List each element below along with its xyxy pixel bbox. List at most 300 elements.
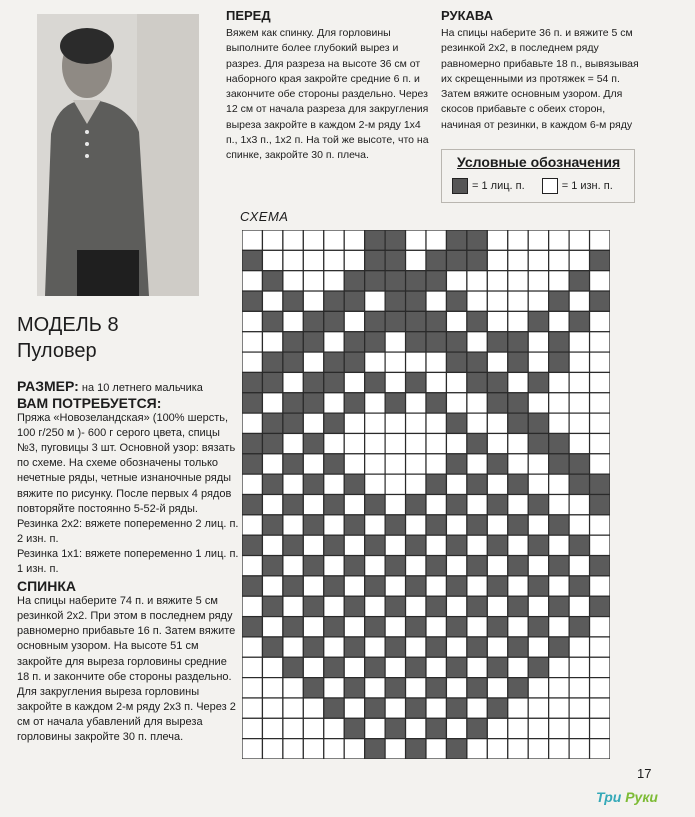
chart-cell <box>569 515 589 535</box>
chart-cell <box>406 372 426 392</box>
chart-cell <box>406 576 426 596</box>
chart-cell <box>508 352 528 372</box>
chart-cell <box>324 433 344 453</box>
chart-cell <box>303 372 323 392</box>
front-text: Вяжем как спинку. Для горловины выполните более глубокий вырез и разрез. Для разреза на высоте 36 см от наборного края закройте средние 6 п. и закончите обе стороны раздельно. Через 12 см от начала разреза для закругления выреза закройте в каждом 2-м ряду 1х4 п., 1х3 п., 1х2 п. На той же высоте, что на спинке, закройте 30 п. плеча. <box>226 27 429 162</box>
chart-cell <box>569 352 589 372</box>
chart-cell <box>303 657 323 677</box>
chart-cell <box>262 556 282 576</box>
chart-cell <box>487 698 507 718</box>
chart-cell <box>528 678 548 698</box>
chart-cell <box>242 413 262 433</box>
chart-cell <box>528 433 548 453</box>
chart-cell <box>549 474 569 494</box>
chart-cell <box>385 739 405 759</box>
chart-cell <box>467 413 487 433</box>
chart-cell <box>528 637 548 657</box>
chart-cell <box>426 393 446 413</box>
chart-cell <box>446 495 466 515</box>
chart-cell <box>549 596 569 616</box>
chart-cell <box>528 454 548 474</box>
chart-cell <box>324 515 344 535</box>
chart-cell <box>283 271 303 291</box>
chart-cell <box>385 271 405 291</box>
chart-cell <box>528 291 548 311</box>
chart-cell <box>487 230 507 250</box>
chart-cell <box>406 271 426 291</box>
chart-cell <box>385 474 405 494</box>
chart-cell <box>426 230 446 250</box>
chart-cell <box>569 311 589 331</box>
chart-cell <box>590 718 610 738</box>
chart-cell <box>344 454 364 474</box>
chart-cell <box>365 556 385 576</box>
chart-cell <box>426 739 446 759</box>
chart-cell <box>528 698 548 718</box>
chart-cell <box>324 596 344 616</box>
chart-cell <box>467 718 487 738</box>
chart-cell <box>385 352 405 372</box>
chart-cell <box>283 515 303 535</box>
chart-cell <box>467 454 487 474</box>
page-number: 17 <box>637 766 652 781</box>
chart-cell <box>242 433 262 453</box>
chart-cell <box>549 413 569 433</box>
chart-cell <box>385 291 405 311</box>
chart-cell <box>365 535 385 555</box>
chart-cell <box>446 556 466 576</box>
chart-cell <box>446 576 466 596</box>
chart-cell <box>528 657 548 677</box>
chart-cell <box>569 495 589 515</box>
chart-cell <box>283 556 303 576</box>
chart-cell <box>324 637 344 657</box>
chart-cell <box>283 596 303 616</box>
chart-cell <box>324 739 344 759</box>
chart-cell <box>508 474 528 494</box>
chart-cell <box>283 352 303 372</box>
chart-cell <box>549 372 569 392</box>
chart-cell <box>569 433 589 453</box>
chart-cell <box>569 617 589 637</box>
chart-cell <box>467 250 487 270</box>
chart-cell <box>549 657 569 677</box>
chart-cell <box>590 311 610 331</box>
chart-cell <box>303 291 323 311</box>
chart-cell <box>467 311 487 331</box>
chart-cell <box>242 739 262 759</box>
chart-cell <box>487 372 507 392</box>
chart-cell <box>262 433 282 453</box>
chart-cell <box>385 433 405 453</box>
chart-cell <box>283 678 303 698</box>
chart-cell <box>590 271 610 291</box>
chart-cell <box>365 291 385 311</box>
chart-cell <box>406 556 426 576</box>
chart-cell <box>426 596 446 616</box>
chart-cell <box>508 311 528 331</box>
chart-cell <box>528 535 548 555</box>
chart-cell <box>242 393 262 413</box>
chart-cell <box>508 433 528 453</box>
chart-cell <box>283 291 303 311</box>
chart-cell <box>446 311 466 331</box>
legend-row <box>452 178 613 194</box>
chart-cell <box>262 474 282 494</box>
chart-cell <box>324 617 344 637</box>
chart-cell <box>487 433 507 453</box>
chart-cell <box>590 596 610 616</box>
chart-cell <box>487 413 507 433</box>
legend-box <box>441 149 635 203</box>
chart-cell <box>262 495 282 515</box>
chart-cell <box>303 413 323 433</box>
chart-cell <box>467 739 487 759</box>
chart-cell <box>528 332 548 352</box>
chart-cell <box>508 698 528 718</box>
chart-cell <box>303 718 323 738</box>
chart-cell <box>590 495 610 515</box>
chart-cell <box>467 433 487 453</box>
chart-cell <box>262 393 282 413</box>
chart-cell <box>426 718 446 738</box>
chart-cell <box>365 311 385 331</box>
chart-cell <box>549 535 569 555</box>
chart-cell <box>385 413 405 433</box>
chart-cell <box>262 352 282 372</box>
chart-cell <box>590 454 610 474</box>
chart-cell <box>590 352 610 372</box>
chart-cell <box>508 393 528 413</box>
front-section <box>226 8 432 164</box>
chart-cell <box>467 535 487 555</box>
chart-cell <box>365 271 385 291</box>
chart-cell <box>365 352 385 372</box>
model-title: МОДЕЛЬ 8 <box>17 314 119 336</box>
chart-cell <box>365 576 385 596</box>
chart-cell <box>446 535 466 555</box>
chart-cell <box>365 739 385 759</box>
chart-cell <box>467 495 487 515</box>
chart-cell <box>406 230 426 250</box>
chart-cell <box>487 352 507 372</box>
chart-cell <box>303 678 323 698</box>
chart-cell <box>344 637 364 657</box>
chart-cell <box>385 556 405 576</box>
chart-cell <box>467 637 487 657</box>
chart-cell <box>569 250 589 270</box>
chart-cell <box>528 311 548 331</box>
chart-cell <box>365 495 385 515</box>
chart-cell <box>283 332 303 352</box>
chart-cell <box>344 698 364 718</box>
chart-cell <box>324 454 344 474</box>
chart-cell <box>508 332 528 352</box>
chart-cell <box>385 698 405 718</box>
chart-cell <box>487 718 507 738</box>
sleeves-text: На спицы наберите 36 п. и вяжите 5 см резинкой 2х2, в последнем ряду равномерно прибавьте 18 п., вывязывая их скрещенными из протяжек = 54 п. Затем вяжите основным узором. Для скосов прибавьте с обеих сторон, начиная от резинки, в каждом 6-м ряду <box>441 27 639 131</box>
chart-cell <box>487 454 507 474</box>
chart-cell <box>385 454 405 474</box>
chart-cell <box>406 433 426 453</box>
chart-cell <box>303 515 323 535</box>
chart-cell <box>283 495 303 515</box>
sleeves-section <box>441 8 641 133</box>
chart-cell <box>569 718 589 738</box>
chart-cell <box>508 718 528 738</box>
chart-cell <box>365 515 385 535</box>
chart-cell <box>467 372 487 392</box>
chart-cell <box>590 657 610 677</box>
chart-cell <box>242 698 262 718</box>
chart-cell <box>262 617 282 637</box>
chart-cell <box>487 250 507 270</box>
chart-cell <box>467 657 487 677</box>
chart-cell <box>406 637 426 657</box>
chart-cell <box>344 433 364 453</box>
chart-cell <box>324 352 344 372</box>
chart-cell <box>385 372 405 392</box>
chart-cell <box>303 495 323 515</box>
chart-cell <box>262 372 282 392</box>
chart-cell <box>365 678 385 698</box>
chart-cell <box>508 739 528 759</box>
chart-cell <box>487 311 507 331</box>
chart-cell <box>262 250 282 270</box>
chart-cell <box>528 271 548 291</box>
chart-cell <box>446 698 466 718</box>
sleeves-heading: РУКАВА <box>441 8 494 23</box>
chart-cell <box>242 332 262 352</box>
chart-cell <box>446 474 466 494</box>
chart-cell <box>467 271 487 291</box>
chart-cell <box>303 617 323 637</box>
chart-cell <box>303 576 323 596</box>
chart-cell <box>487 271 507 291</box>
chart-cell <box>324 413 344 433</box>
chart-cell <box>549 678 569 698</box>
size-label: РАЗМЕР: <box>17 378 79 394</box>
chart-cell <box>283 739 303 759</box>
chart-cell <box>549 495 569 515</box>
chart-cell <box>324 535 344 555</box>
chart-cell <box>303 454 323 474</box>
chart-cell <box>426 413 446 433</box>
chart-cell <box>324 311 344 331</box>
chart-cell <box>549 698 569 718</box>
chart-cell <box>590 617 610 637</box>
chart-cell <box>262 596 282 616</box>
chart-cell <box>467 332 487 352</box>
chart-cell <box>569 637 589 657</box>
chart-cell <box>487 535 507 555</box>
chart-cell <box>487 657 507 677</box>
chart-cell <box>344 271 364 291</box>
chart-cell <box>446 433 466 453</box>
chart-cell <box>487 556 507 576</box>
chart-cell <box>283 250 303 270</box>
chart-cell <box>528 718 548 738</box>
model-photo <box>37 14 199 296</box>
chart-cell <box>242 718 262 738</box>
chart-cell <box>365 332 385 352</box>
chart-cell <box>385 657 405 677</box>
chart-cell <box>242 311 262 331</box>
chart-cell <box>467 393 487 413</box>
chart-cell <box>406 413 426 433</box>
model-subtitle: Пуловер <box>17 340 97 362</box>
chart-cell <box>590 698 610 718</box>
chart-cell <box>467 291 487 311</box>
chart-cell <box>365 230 385 250</box>
chart-cell <box>590 250 610 270</box>
chart-cell <box>446 413 466 433</box>
chart-cell <box>426 576 446 596</box>
chart-cell <box>569 230 589 250</box>
chart-cell <box>426 657 446 677</box>
chart-cell <box>283 311 303 331</box>
chart-cell <box>549 637 569 657</box>
chart-cell <box>508 617 528 637</box>
chart-cell <box>426 311 446 331</box>
chart-cell <box>303 739 323 759</box>
chart-cell <box>426 698 446 718</box>
chart-cell <box>528 393 548 413</box>
chart-cell <box>344 495 364 515</box>
chart-cell <box>262 454 282 474</box>
chart-cell <box>283 454 303 474</box>
chart-cell <box>549 433 569 453</box>
chart-cell <box>590 372 610 392</box>
front-heading: ПЕРЕД <box>226 8 271 23</box>
chart-cell <box>508 637 528 657</box>
chart-cell <box>549 576 569 596</box>
chart-cell <box>242 657 262 677</box>
chart-cell <box>426 291 446 311</box>
watermark-logo <box>596 789 658 805</box>
chart-cell <box>324 495 344 515</box>
chart-cell <box>446 250 466 270</box>
chart-cell <box>549 393 569 413</box>
chart-cell <box>303 352 323 372</box>
chart-cell <box>446 291 466 311</box>
chart-cell <box>324 718 344 738</box>
chart-cell <box>385 311 405 331</box>
chart-cell <box>242 596 262 616</box>
chart-cell <box>569 372 589 392</box>
chart-cell <box>549 739 569 759</box>
chart-cell <box>324 393 344 413</box>
chart-cell <box>528 596 548 616</box>
chart-cell <box>569 657 589 677</box>
chart-cell <box>528 413 548 433</box>
materials-heading: ВАМ ПОТРЕБУЕТСЯ: <box>17 395 162 412</box>
chart-cell <box>406 474 426 494</box>
chart-cell <box>406 332 426 352</box>
chart-cell <box>385 535 405 555</box>
chart-cell <box>549 250 569 270</box>
chart-cell <box>283 718 303 738</box>
chart-cell <box>590 576 610 596</box>
chart-cell <box>385 718 405 738</box>
chart-cell <box>365 454 385 474</box>
chart-cell <box>590 291 610 311</box>
chart-cell <box>508 413 528 433</box>
chart-cell <box>590 678 610 698</box>
chart-cell <box>508 271 528 291</box>
chart-cell <box>590 739 610 759</box>
chart-cell <box>446 739 466 759</box>
chart-cell <box>406 393 426 413</box>
chart-cell <box>487 678 507 698</box>
chart-cell <box>365 393 385 413</box>
chart-cell <box>508 515 528 535</box>
chart-cell <box>590 474 610 494</box>
chart-cell <box>590 637 610 657</box>
chart-cell <box>242 271 262 291</box>
chart-cell <box>467 596 487 616</box>
chart-cell <box>528 474 548 494</box>
chart-cell <box>242 678 262 698</box>
chart-cell <box>528 617 548 637</box>
chart-cell <box>528 230 548 250</box>
chart-cell <box>262 657 282 677</box>
chart-cell <box>262 739 282 759</box>
chart-cell <box>406 454 426 474</box>
chart-cell <box>242 515 262 535</box>
chart-cell <box>569 556 589 576</box>
chart-cell <box>487 617 507 637</box>
chart-cell <box>406 495 426 515</box>
chart-cell <box>303 474 323 494</box>
chart-cell <box>283 230 303 250</box>
chart-cell <box>467 556 487 576</box>
chart-cell <box>344 393 364 413</box>
chart-cell <box>242 454 262 474</box>
chart-cell <box>487 495 507 515</box>
chart-cell <box>344 718 364 738</box>
chart-cell <box>528 250 548 270</box>
chart-cell <box>467 617 487 637</box>
chart-cell <box>406 250 426 270</box>
chart-cell <box>508 657 528 677</box>
chart-cell <box>569 271 589 291</box>
chart-cell <box>446 454 466 474</box>
chart-cell <box>365 657 385 677</box>
chart-cell <box>344 291 364 311</box>
chart-cell <box>344 535 364 555</box>
chart-cell <box>426 617 446 637</box>
chart-cell <box>283 617 303 637</box>
chart-cell <box>242 352 262 372</box>
chart-cell <box>569 576 589 596</box>
chart-cell <box>528 576 548 596</box>
knit-stitch-label: = 1 лиц. п. <box>472 179 525 192</box>
rib-1x1-text: Резинка 1х1: вяжете попеременно 1 лиц. п. 1 изн. п. <box>17 547 239 576</box>
chart-cell <box>406 535 426 555</box>
chart-cell <box>365 372 385 392</box>
chart-cell <box>262 576 282 596</box>
chart-cell <box>385 250 405 270</box>
chart-cell <box>590 413 610 433</box>
chart-cell <box>385 230 405 250</box>
chart-cell <box>406 678 426 698</box>
chart-cell <box>406 718 426 738</box>
chart-cell <box>344 556 364 576</box>
chart-cell <box>262 271 282 291</box>
chart-cell <box>385 678 405 698</box>
knit-stitch-swatch <box>452 178 468 194</box>
